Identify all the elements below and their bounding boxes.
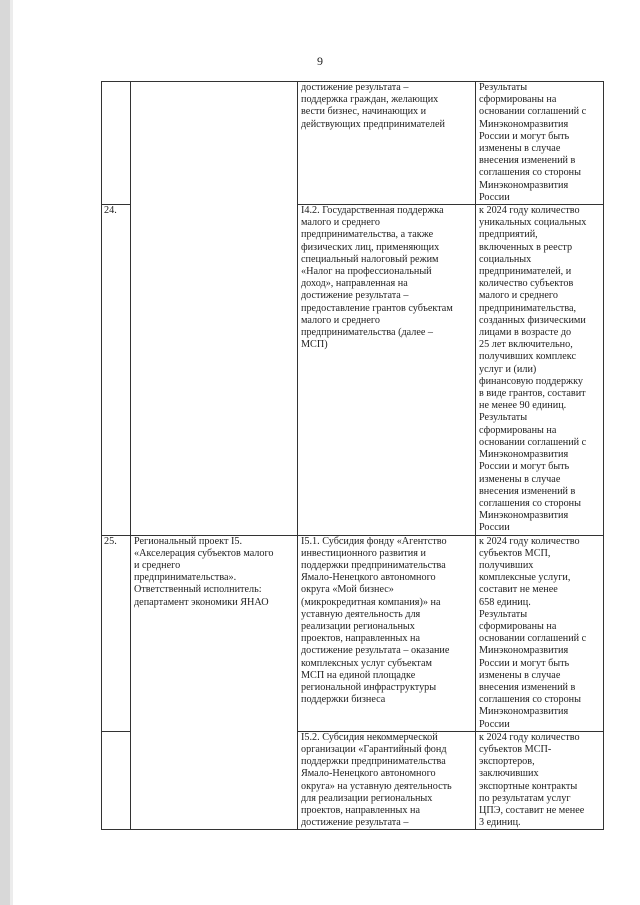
measure-cell	[298, 82, 476, 205]
row-number-cell	[102, 731, 131, 830]
measure-text: достижение результата – поддержка граждан, желающих вести бизнес, начинающих и действующих предпринимателей	[301, 82, 445, 130]
result-text: к 2024 году количество субъектов МСП- экспортеров, заключивших экспортные контракты по результатам услуг ЦПЭ, составит не менее 3 единиц.	[479, 731, 585, 829]
measure-text: I5.2. Субсидия некоммерческой организации «Гарантийный фонд поддержки предпринимательства Ямало-Ненецкого автономного округа» на уставную деятельность для реализации региональных проектов, направленных на достижение результата –	[301, 731, 452, 829]
result-text: к 2024 году количество уникальных социальных предприятий, включенных в реестр социальных предпринимателей, и количество субъектов малого и среднего предпринимательства, созданных физическими лицами в возрасте до 25 лет включительно, получивших комплекс услуг и (или) финансовую поддержку в виде грантов, составит не менее 90 единиц. Результаты сформированы на основании соглашений с Минэкономразвития России и могут быть изменены в случае внесения изменений в соглашения со стороны Минэкономразвития России	[479, 205, 587, 534]
row-number: 25.	[104, 535, 117, 547]
result-cell	[476, 535, 604, 731]
project-cell	[131, 731, 298, 830]
result-text: Результаты сформированы на основании соглашений с Минэкономразвития России и могут быть изменены в случае внесения изменений в соглашения со стороны Минэкономразвития России	[479, 82, 587, 203]
table-row	[102, 82, 604, 205]
row-number-cell	[102, 82, 131, 205]
row-number-cell	[102, 205, 131, 535]
measures-table	[101, 81, 604, 830]
result-cell	[476, 205, 604, 535]
table-row	[102, 731, 604, 830]
project-cell	[131, 82, 298, 205]
row-number: 24.	[104, 205, 117, 217]
table-row	[102, 535, 604, 731]
row-number-cell	[102, 535, 131, 731]
scan-left-edge-shade	[10, 0, 13, 905]
page-number: 9	[317, 54, 323, 68]
result-cell	[476, 731, 604, 830]
project-cell	[131, 205, 298, 535]
measure-text: I4.2. Государственная поддержка малого и среднего предпринимательства, а также физических лиц, применяющих специальный налоговый режим «Налог на профессиональный доход», направленная на достижение результата – предоставление грантов субъектам малого и среднего предпринимательства (далее – МСП)	[301, 205, 453, 351]
project-cell	[131, 535, 298, 731]
measure-cell	[298, 535, 476, 731]
project-text: Региональный проект I5. «Акселерация субъектов малого и среднего предпринимательства». Ответственный исполнитель: департамент экономики ЯНАО	[134, 535, 274, 608]
table-row	[102, 205, 604, 535]
measure-cell	[298, 205, 476, 535]
result-text: к 2024 году количество субъектов МСП, получивших комплексные услуги, составит не менее 658 единиц. Результаты сформированы на основании соглашений с Минэкономразвития России и могут быть изменены в случае внесения изменений в соглашения со стороны Минэкономразвития России	[479, 535, 587, 730]
measure-text: I5.1. Субсидия фонду «Агентство инвестиционного развития и поддержки предпринимательства Ямало-Ненецкого автономного округа «Мой бизнес» (микрокредитная компания)» на уставную деятельность для реализации региональных проектов, направленных на достижение результата – оказание комплексных услуг субъектам МСП на единой площадке региональной инфраструктуры поддержки бизнеса	[301, 535, 450, 706]
scan-left-edge	[0, 0, 10, 905]
result-cell	[476, 82, 604, 205]
measure-cell	[298, 731, 476, 830]
